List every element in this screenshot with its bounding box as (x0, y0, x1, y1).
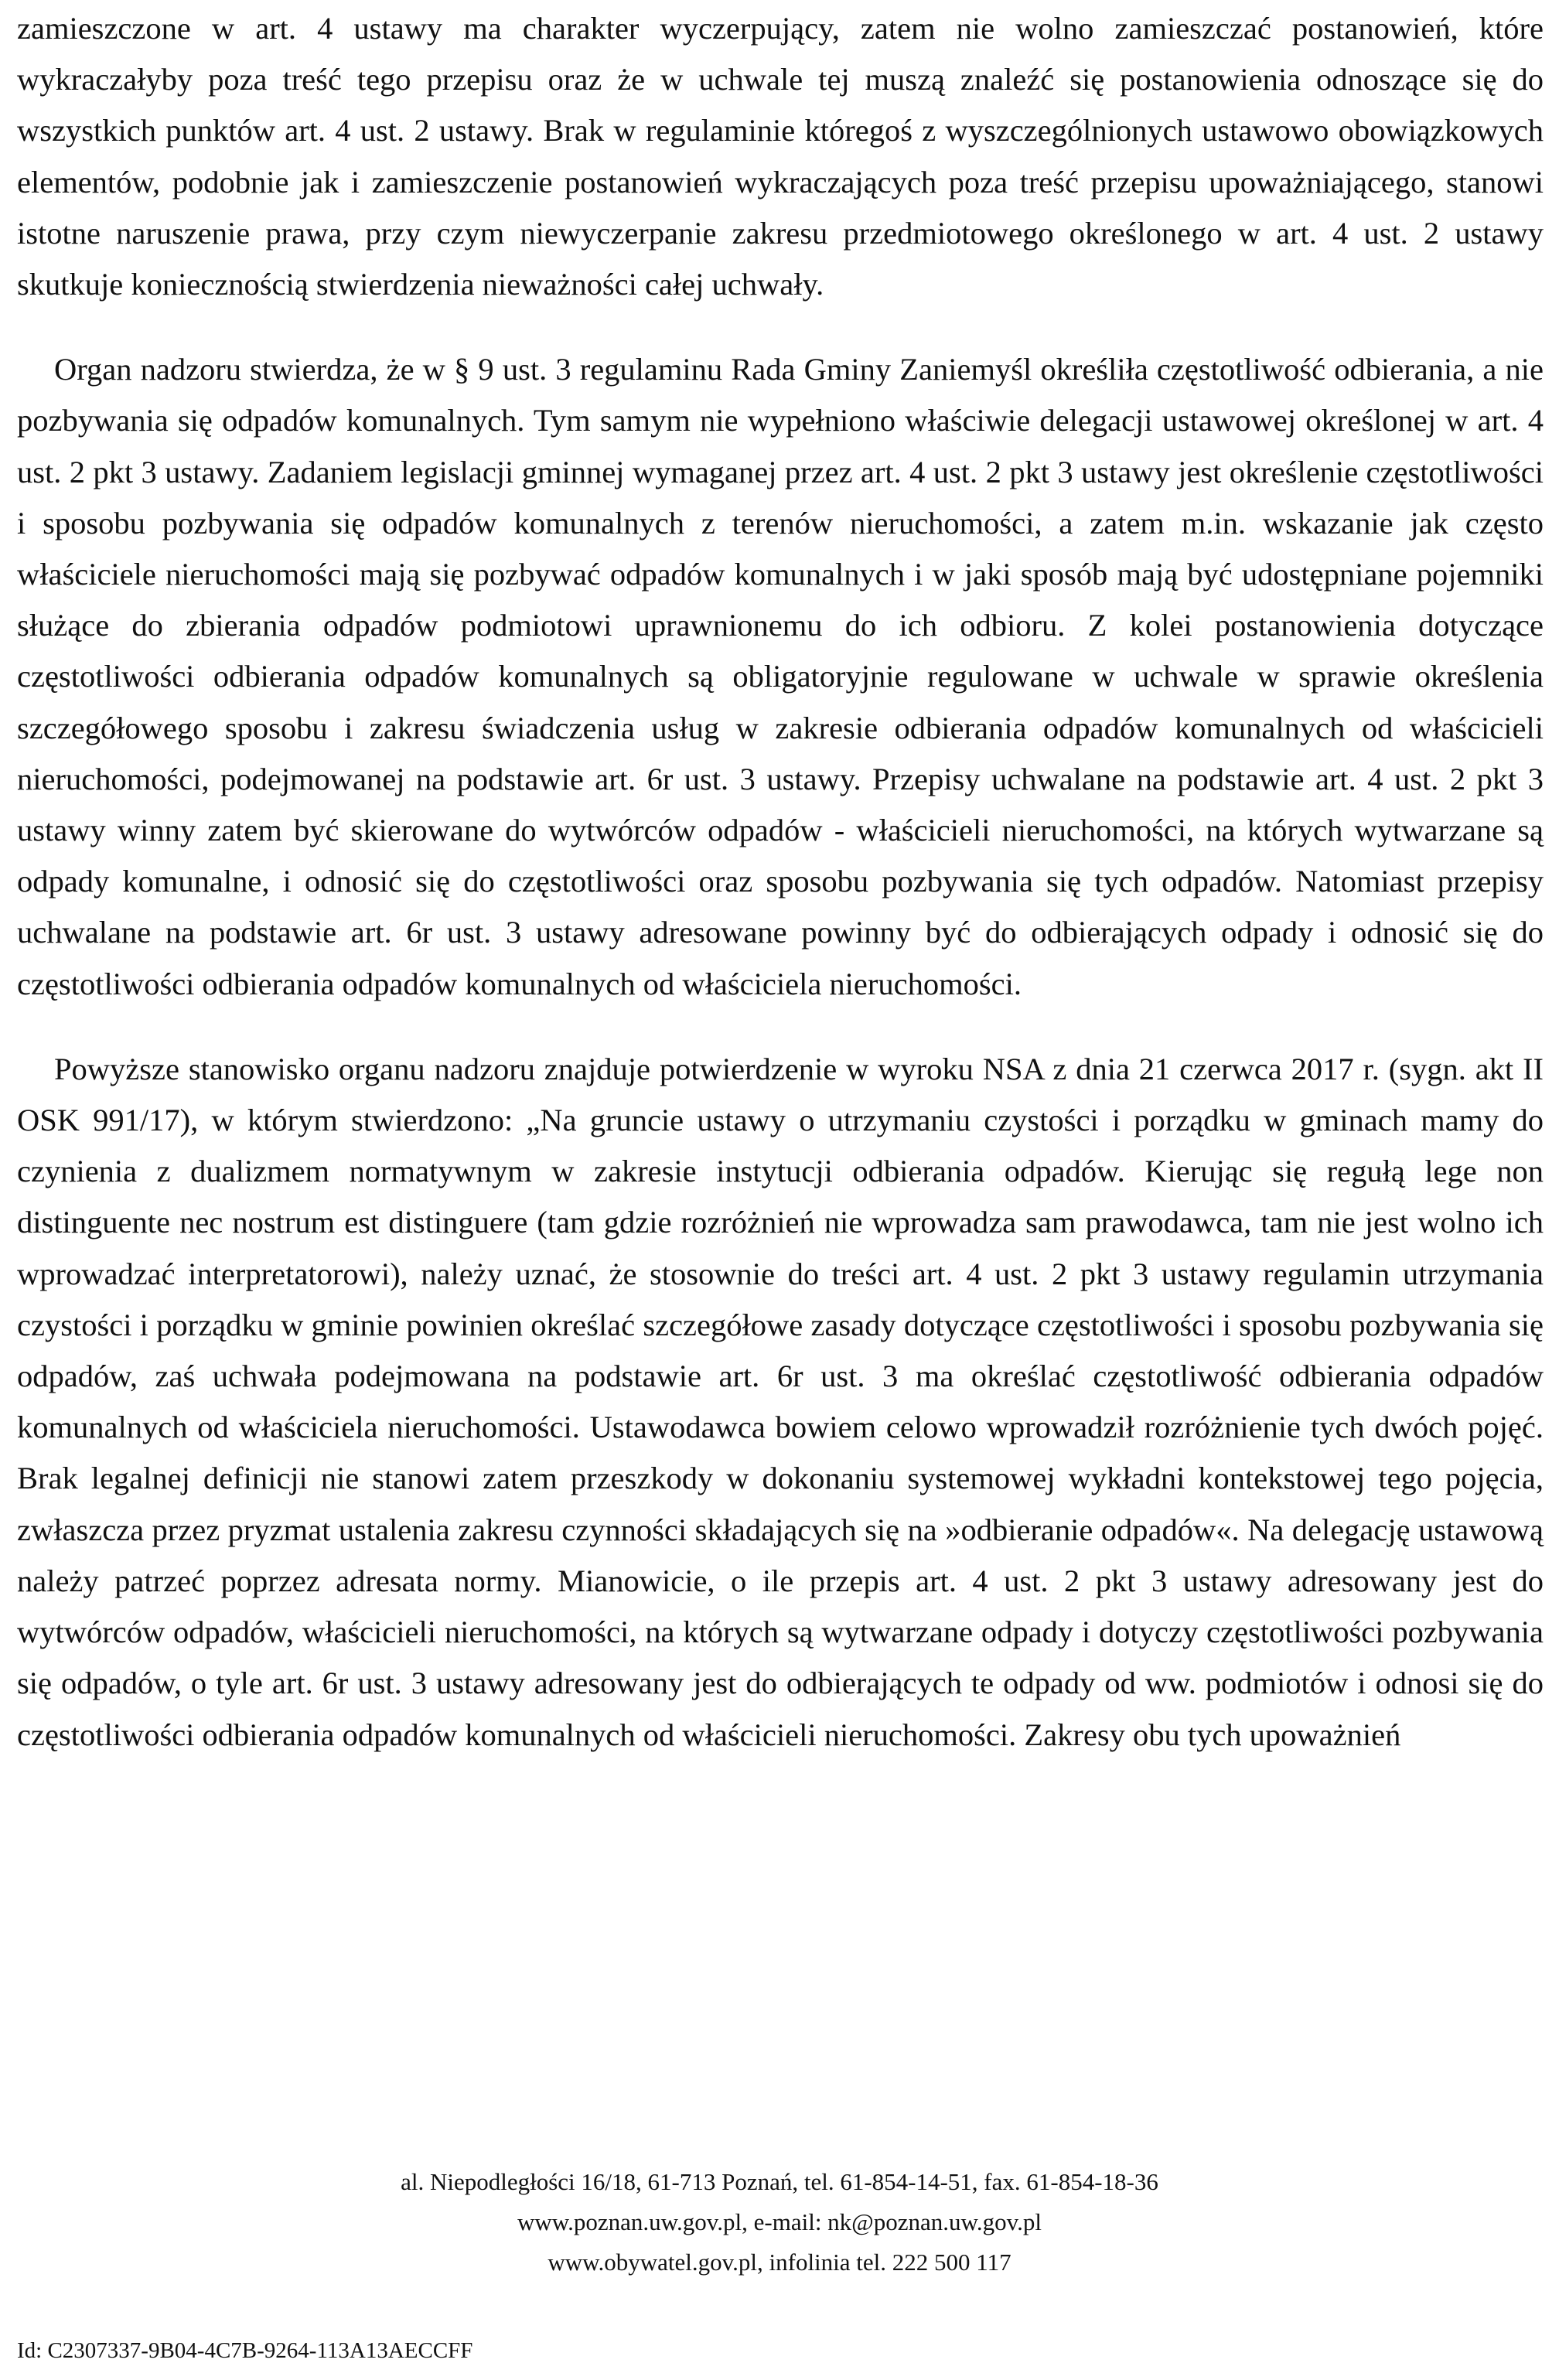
paragraph-continuation: zamieszczone w art. 4 ustawy ma charakter wyczerpujący, zatem nie wolno zamieszczać postanowień, które wykraczałyby poza treść tego przepisu oraz że w uchwale tej muszą znaleźć się postanowienia odnoszące się do wszystkich punktów art. 4 ust. 2 ustawy. Brak w regulaminie któregoś z wyszczególnionych ustawowo obowiązkowych elementów, podobnie jak i zamieszczenie postanowień wykraczających poza treść przepisu upoważniającego, stanowi istotne naruszenie prawa, przy czym niewyczerpanie zakresu przedmiotowego określonego w art. 4 ust. 2 ustawy skutkuje koniecznością stwierdzenia nieważności całej uchwały. (17, 11, 1544, 302)
footer-citizen-info: www.obywatel.gov.pl, infolinia tel. 222 500 117 (548, 2249, 1011, 2276)
paragraph-nsa-judgment: Powyższe stanowisko organu nadzoru znajduje potwierdzenie w wyroku NSA z dnia 21 czerwca 2017 r. (sygn. akt II OSK 991/17), w którym stwierdzono: „Na gruncie ustawy o utrzymaniu czystości i porządku w gminach mamy do czynienia z dualizmem normatywnym w zakresie instytucji odbierania odpadów. Kierując się regułą lege non distinguente nec nostrum est distinguere (tam gdzie rozróżnień nie wprowadza sam prawodawca, tam nie jest wolno ich wprowadzać interpretatorowi), należy uznać, że stosownie do treści art. 4 ust. 2 pkt 3 ustawy regulamin utrzymania czystości i porządku w gminie powinien określać szczegółowe zasady dotyczące częstotliwości i sposobu pozbywania się odpadów, zaś uchwała podejmowana na podstawie art. 6r ust. 3 ma określać częstotliwość odbierania odpadów komunalnych od właściciela nieruchomości. Ustawodawca bowiem celowo wprowadził rozróżnienie tych dwóch pojęć. Brak legalnej definicji nie stanowi zatem przeszkody w dokonaniu systemowej wykładni kontekstowej tego pojęcia, zwłaszcza przez pryzmat ustalenia zakresu czynności składających się na »odbieranie odpadów«. Na delegację ustawową należy patrzeć poprzez adresata normy. Mianowicie, o ile przepis art. 4 ust. 2 pkt 3 ustawy adresowany jest do wytwórców odpadów, właścicieli nieruchomości, na których są wytwarzane odpady i dotyczy częstotliwości pozbywania się odpadów, o tyle art. 6r ust. 3 ustawy adresowany jest do odbierających te odpady od ww. podmiotów i odnosi się do częstotliwości odbierania odpadów komunalnych od właścicieli nieruchomości. Zakresy obu tych upoważnień (17, 1051, 1544, 1752)
document-body (17, 3, 1544, 1761)
footer-web-email: www.poznan.uw.gov.pl, e-mail: nk@poznan.uw.gov.pl (517, 2208, 1042, 2235)
document-id: Id: C2307337-9B04-4C7B-9264-113A13AECCFF (17, 2338, 473, 2363)
paragraph-gap (17, 1010, 1544, 1044)
paragraph-gap (17, 310, 1544, 344)
page-footer (0, 2162, 1559, 2283)
footer-address: al. Niepodległości 16/18, 61-713 Poznań, tel. 61-854-14-51, fax. 61-854-18-36 (401, 2168, 1158, 2195)
paragraph-organ-nadzoru: Organ nadzoru stwierdza, że w § 9 ust. 3 regulaminu Rada Gminy Zaniemyśl określiła częstotliwość odbierania, a nie pozbywania się odpadów komunalnych. Tym samym nie wypełniono właściwie delegacji ustawowej określonej w art. 4 ust. 2 pkt 3 ustawy. Zadaniem legislacji gminnej wymaganej przez art. 4 ust. 2 pkt 3 ustawy jest określenie częstotliwości i sposobu pozbywania się odpadów komunalnych z terenów nieruchomości, a zatem m.in. wskazanie jak często właściciele nieruchomości mają się pozbywać odpadów komunalnych i w jaki sposób mają być udostępniane pojemniki służące do zbierania odpadów podmiotowi uprawnionemu do ich odbioru. Z kolei postanowienia dotyczące częstotliwości odbierania odpadów komunalnych są obligatoryjnie regulowane w uchwale w sprawie określenia szczegółowego sposobu i zakresu świadczenia usług w zakresie odbierania odpadów komunalnych od właścicieli nieruchomości, podejmowanej na podstawie art. 6r ust. 3 ustawy. Przepisy uchwalane na podstawie art. 4 ust. 2 pkt 3 ustawy winny zatem być skierowane do wytwórców odpadów - właścicieli nieruchomości, na których wytwarzane są odpady komunalne, i odnosić się do częstotliwości oraz sposobu pozbywania się tych odpadów. Natomiast przepisy uchwalane na podstawie art. 6r ust. 3 ustawy adresowane powinny być do odbierających odpady i odnosić się do częstotliwości odbierania odpadów komunalnych od właściciela nieruchomości. (17, 352, 1544, 1001)
